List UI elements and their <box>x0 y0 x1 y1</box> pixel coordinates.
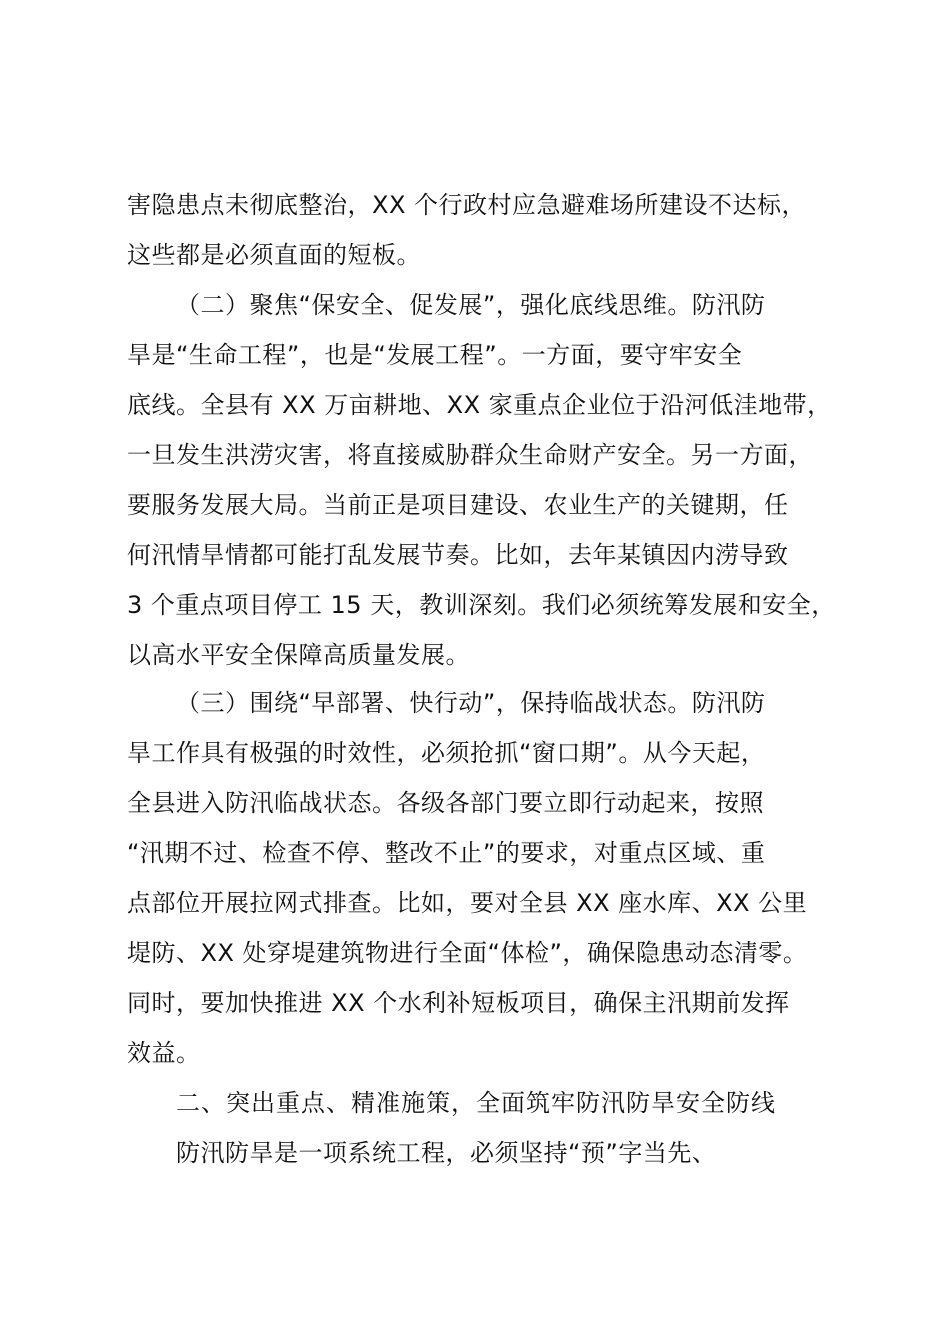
subsection-heading-paragraph: （三）围绕“早部署、快行动”，保持临战状态。防汛防 <box>176 689 766 717</box>
text-line: 以高水平安全保障高质量发展。 <box>127 641 470 669</box>
text-line: 害隐患点未彻底整治，XX 个行政村应急避难场所建设不达标， <box>127 191 807 219</box>
section-heading: 二、突出重点、精准施策，全面筑牢防汛防旱安全防线 <box>176 1089 776 1117</box>
text-line: 这些都是必须直面的短板。 <box>127 241 421 269</box>
text-line: 何汛情旱情都可能打乱发展节奏。比如，去年某镇因内涝导致 <box>127 541 789 569</box>
text-line: 旱工作具有极强的时效性，必须抢抓“窗口期”。从今天起， <box>127 739 766 767</box>
text-line: 旱是“生命工程”，也是“发展工程”。一方面，要守牢安全 <box>127 341 743 369</box>
text-line: 效益。 <box>127 1039 201 1067</box>
text-line: 点部位开展拉网式排查。比如，要对全县 XX 座水库、XX 公里 <box>127 889 808 917</box>
text-line: 全县进入防汛临战状态。各级各部门要立即行动起来，按照 <box>127 789 764 817</box>
subsection-heading-paragraph: （二）聚焦“保安全、促发展”，强化底线思维。防汛防 <box>176 291 766 319</box>
text-line: 3 个重点项目停工 15 天，教训深刻。我们必须统筹发展和安全， <box>127 591 836 619</box>
text-line: 底线。全县有 XX 万亩耕地、XX 家重点企业位于沿河低洼地带， <box>127 391 832 419</box>
text-line: 同时，要加快推进 XX 个水利补短板项目，确保主汛期前发挥 <box>127 989 790 1017</box>
text-line: 一旦发生洪涝灾害，将直接威胁群众生命财产安全。另一方面， <box>127 441 813 469</box>
text-line: 要服务发展大局。当前正是项目建设、农业生产的关键期，任 <box>127 491 789 519</box>
text-line: 堤防、XX 处穿堤建筑物进行全面“体检”，确保隐患动态清零。 <box>127 939 808 967</box>
text-line: “汛期不过、检查不停、整改不止”的要求，对重点区域、重 <box>127 839 766 867</box>
text-line: 防汛防旱是一项系统工程，必须坚持“预”字当先、 <box>176 1139 717 1167</box>
